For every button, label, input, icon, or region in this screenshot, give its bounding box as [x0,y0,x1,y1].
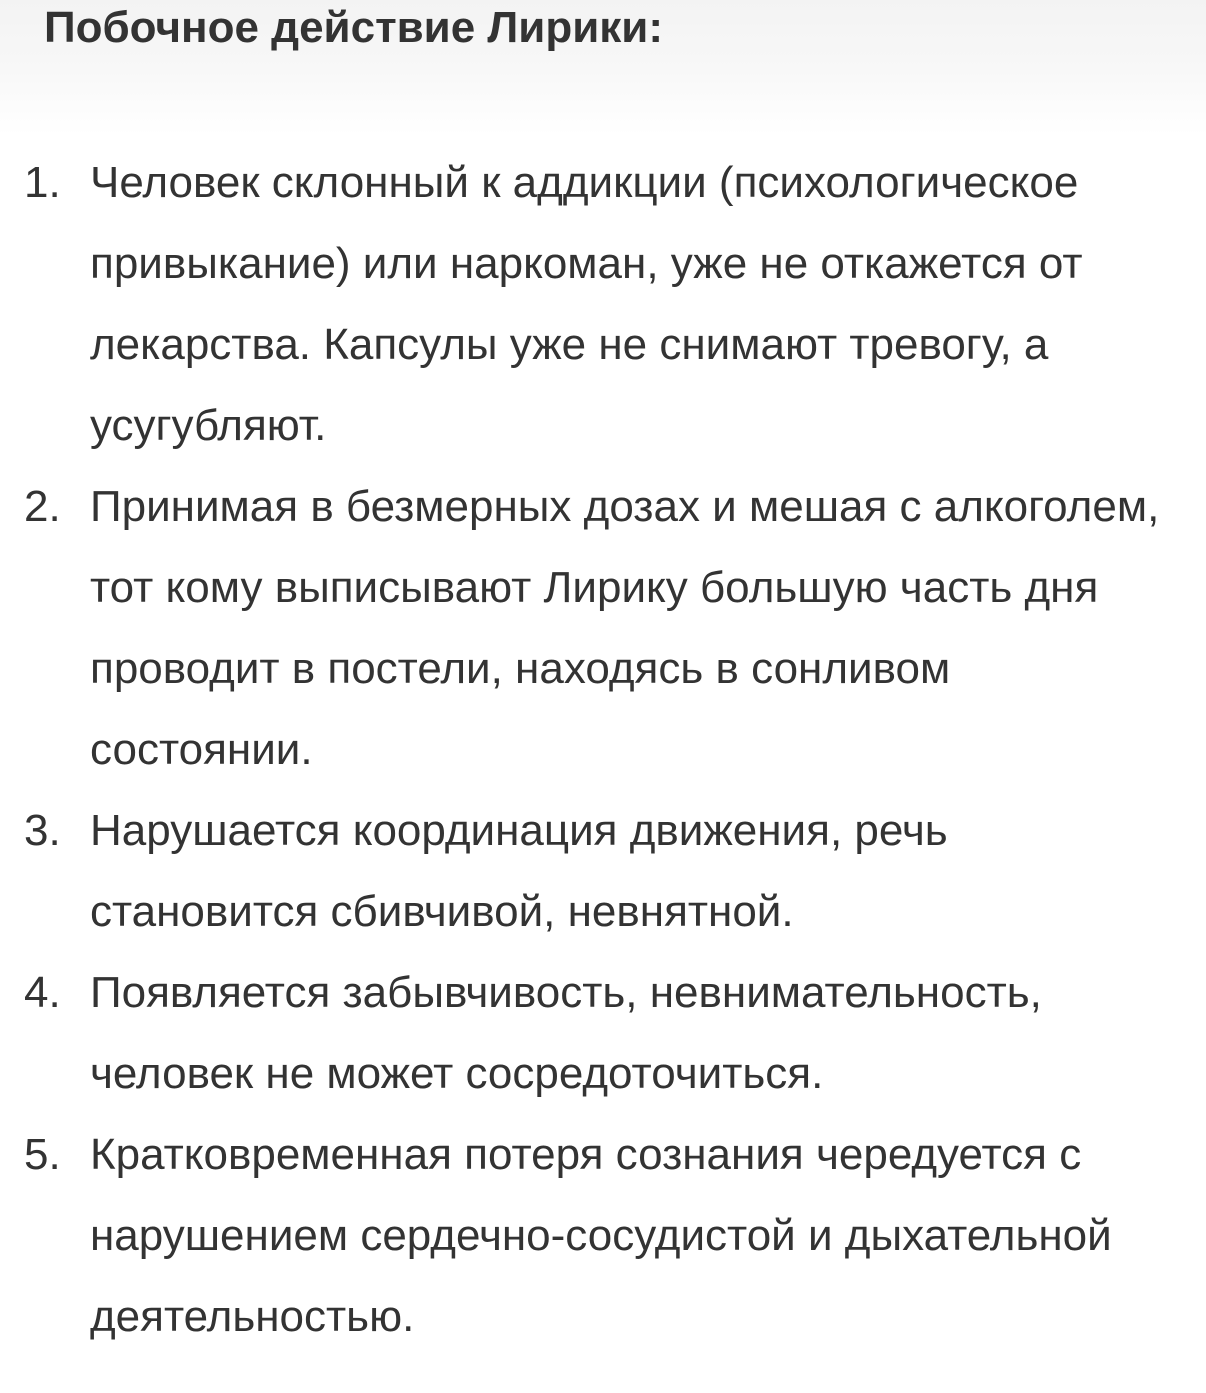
list-item [0,466,1206,790]
section-heading: Побочное действие Лирики: [44,3,663,52]
list-item-text: Принимая в безмерных дозах и мешая с алкоголем, тот кому выписывают Лирику большую часть дня проводит в постели, находясь в сонливом состоянии. [90,482,1160,774]
list-item-text: Человек склонный к аддикции (психологическое привыкание) или наркоман, уже не откажется от лекарства. Капсулы уже не снимают тревогу, а усугубляют. [90,158,1083,450]
list-item [0,142,1206,466]
list-item-text: Кратковременная потеря сознания чередуется с нарушением сердечно-сосудистой и дыхательной деятельностью. [90,1130,1112,1341]
list-item-number: 2. [24,482,61,531]
list-item-number: 4. [24,968,61,1017]
list-item [0,790,1206,952]
list-item-text: Появляется забывчивость, невнимательность, человек не может сосредоточиться. [90,968,1042,1098]
list-item-text: Нарушается координация движения, речь становится сбивчивой, невнятной. [90,806,948,936]
list-item [0,1114,1206,1357]
list-item-number: 3. [24,806,61,855]
list-item-number: 1. [24,158,61,207]
list-item [0,952,1206,1114]
side-effects-list [0,142,1206,1357]
list-item-number: 5. [24,1130,61,1179]
